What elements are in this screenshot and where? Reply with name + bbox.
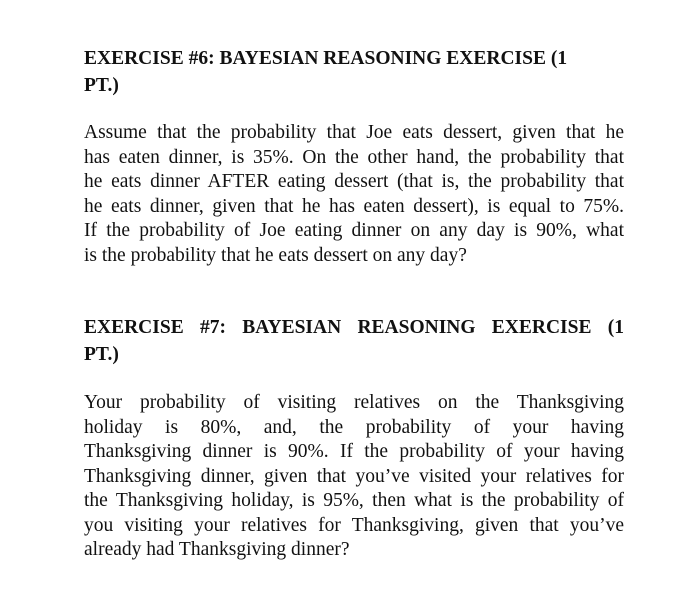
exercise-7-body-line: holiday is 80%, and, the probability of your having (84, 416, 624, 438)
exercise-7-body-line: already had Thanksgiving dinner? (84, 539, 350, 560)
exercise-7-heading-line: PT.) (84, 344, 119, 365)
exercise-6-body-line: is the probability that he eats dessert on any day? (84, 244, 467, 266)
exercise-6-heading (84, 45, 624, 99)
exercise-6-heading-line: PT.) (84, 75, 119, 96)
exercise-6-heading-line: EXERCISE #6: BAYESIAN REASONING EXERCISE (1 (84, 48, 568, 69)
exercise-7-body (84, 391, 624, 563)
exercise-6-body-line: he eats dinner AFTER eating dessert (that is, the probability that (84, 171, 624, 192)
exercise-7-body-line: Thanksgiving dinner is 90%. If the probability of your having (84, 441, 624, 462)
exercise-7-body-line: the Thanksgiving holiday, is 95%, then what is the probability of (84, 490, 624, 511)
exercise-6-body (84, 121, 624, 268)
exercise-6-body-line: he eats dinner, given that he has eaten dessert), is equal to 75%. (84, 195, 624, 217)
exercise-7-heading-line: EXERCISE #7: BAYESIAN REASONING EXERCISE (1 (84, 317, 624, 338)
exercise-6-body-line: Assume that the probability that Joe eats dessert, given that he (84, 122, 624, 143)
exercise-7-body-line: Thanksgiving dinner, given that you’ve visited your relatives for (84, 465, 624, 487)
exercise-7-heading (84, 314, 624, 368)
document-page (84, 45, 624, 563)
exercise-6-body-line: has eaten dinner, is 35%. On the other hand, the probability that (84, 146, 624, 168)
exercise-7-body-line: Your probability of visiting relatives on the Thanksgiving (84, 392, 624, 413)
exercise-7-body-line: you visiting your relatives for Thanksgiving, given that you’ve (84, 514, 624, 536)
exercise-6-body-line: If the probability of Joe eating dinner on any day is 90%, what (84, 220, 624, 241)
